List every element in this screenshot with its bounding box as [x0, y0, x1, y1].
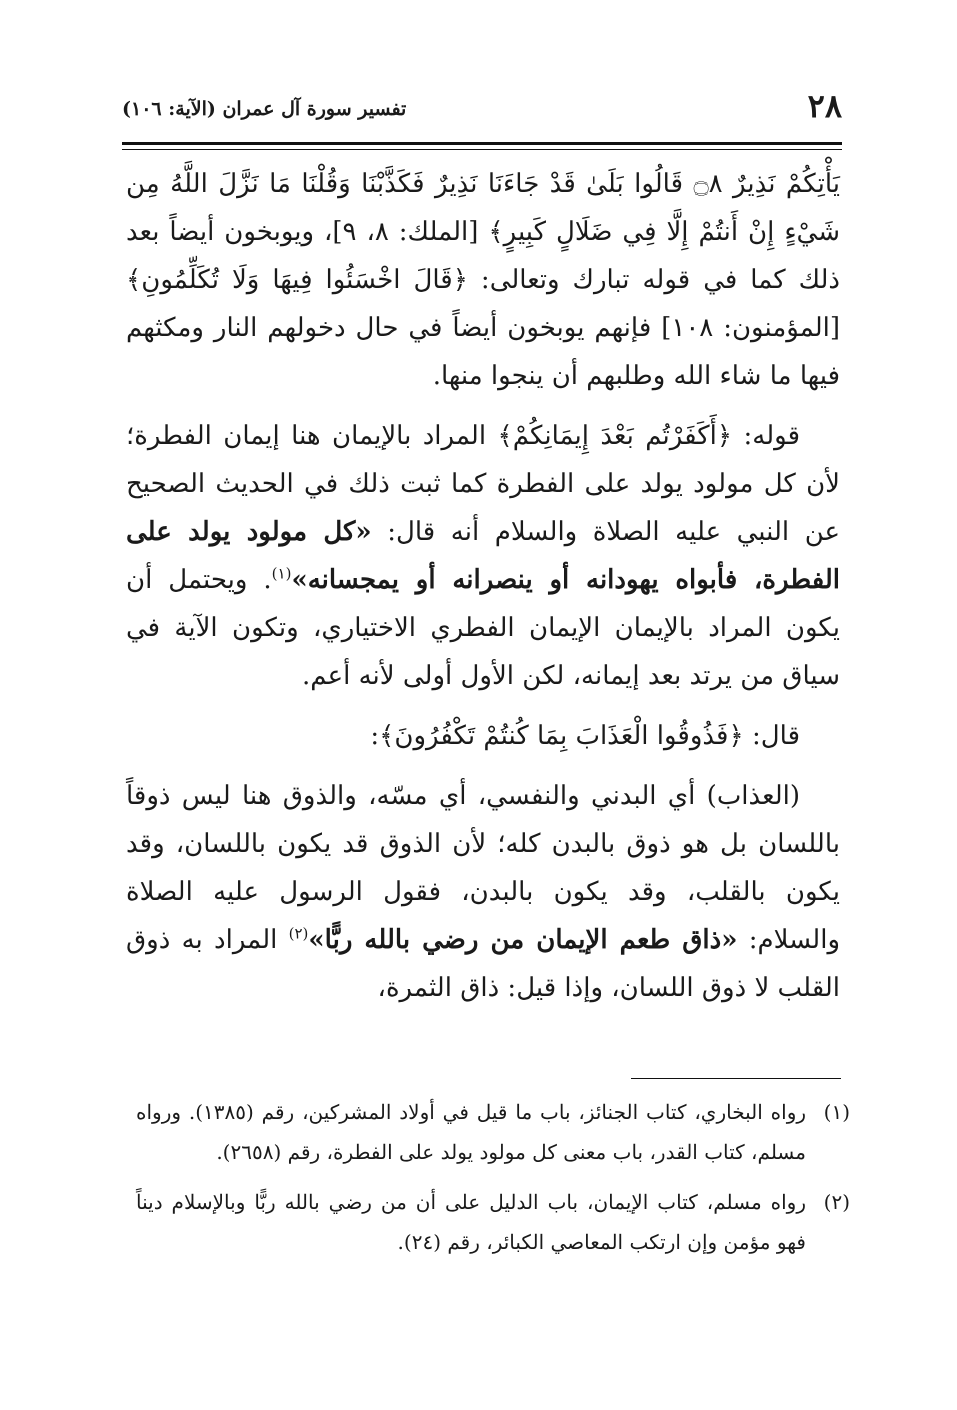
quran-verse: ﴿قَالَ اخْسَئُوا فِيهَا وَلَا تُكَلِّمُونِ﴾ [126, 265, 468, 295]
footnote-text: رواه البخاري، كتاب الجنائز، باب ما قيل في أولاد المشركين، رقم (١٣٨٥). ورواه مسلم، كتاب القدر، باب معنى كل مولود يولد على الفطرة، رقم (٢٦٥٨). [136, 1100, 807, 1164]
quran-verse: ﴿فَذُوقُوا الْعَذَابَ بِمَا كُنتُمْ تَكْفُرُونَ﴾ [379, 721, 744, 751]
paragraph-text: : [370, 721, 380, 751]
footnote [136, 1092, 850, 1172]
main-text [126, 160, 840, 1012]
paragraph-text: المراد بالإيمان هنا إيمان الفطرة؛ لأن كل مولود يولد على الفطرة كما ثبت ذلك في الحديث الصحيح عن النبي عليه الصلاة والسلام أنه قال: [126, 421, 841, 547]
footnote [136, 1182, 850, 1262]
paragraph-text: [الملك: ٨، ٩]، ويوبخون أيضاً بعد ذلك كما في قوله تبارك وتعالى: [126, 217, 840, 295]
footnote-separator [631, 1078, 841, 1079]
page-number: ٢٨ [807, 87, 842, 125]
footnotes [136, 1092, 850, 1272]
footnote-number: (١) [823, 1100, 850, 1124]
paragraph-4 [126, 772, 840, 1012]
header-rule-thin [122, 149, 842, 150]
paragraph-lead: قال: [743, 721, 800, 751]
paragraph-1 [126, 160, 840, 400]
footnote-text: رواه مسلم، كتاب الإيمان، باب الدليل على أن من رضي بالله ربًّا وبالإسلام ديناً فهو مؤمن وإن ارتكب المعاصي الكبائر، رقم (٢٤). [136, 1190, 806, 1254]
quran-verse: ﴿أَكَفَرْتُم بَعْدَ إِيمَانِكُمْ﴾ [497, 421, 733, 451]
hadith-quote: «كل مولود يولد على الفطرة، فأبواه يهودانه أو ينصرانه أو يمجسانه» [126, 517, 840, 595]
paragraph-text: المراد به ذوق القلب لا ذوق اللسان، وإذا قيل: ذاق الثمرة، [126, 925, 840, 1003]
footnote-reference[interactable]: (٢) [288, 924, 309, 943]
footnote-reference[interactable]: (١) [271, 564, 292, 583]
quran-verse: يَأْتِكُمْ نَذِيرٌ ۝٨ قَالُوا بَلَىٰ قَدْ جَاءَنَا نَذِيرٌ فَكَذَّبْنَا وَقُلْنَا مَا نَزَّلَ اللَّهُ مِن شَيْءٍ إِنْ أَنتُمْ إِلَّا فِي ضَلَالٍ كَبِيرٍ﴾ [126, 169, 841, 247]
paragraph-text: (العذاب) أي البدني والنفسي، أي مسّه، والذوق هنا ليس ذوقاً باللسان بل هو ذوق بالبدن كله؛ لأن الذوق قد يكون باللسان، وقد يكون بالقلب، وقد يكون بالبدن، فقول الرسول عليه الصلاة والسلام: [126, 781, 841, 955]
footnote-number: (٢) [823, 1190, 850, 1214]
paragraph-lead: قوله: [732, 421, 800, 451]
header-rule [122, 142, 842, 145]
paragraph-text: [المؤمنون: ١٠٨] فإنهم يوبخون أيضاً في حال دخولهم النار ومكثهم فيها ما شاء الله وطلبهم أن ينجوا منها. [126, 313, 841, 391]
hadith-quote: «ذاق طعم الإيمان من رضي بالله ربًّا» [308, 925, 738, 955]
paragraph-3 [126, 712, 840, 760]
paragraph-text: . ويحتمل أن يكون المراد بالإيمان الإيمان الفطري الاختياري، وتكون الآية في سياق من يرتد بعد إيمانه، لكن الأول أولى لأنه أعم. [126, 565, 840, 691]
running-title: تفسير سورة آل عمران (الآية: ١٠٦) [122, 98, 407, 120]
page-header [122, 86, 842, 136]
paragraph-2 [126, 412, 840, 700]
